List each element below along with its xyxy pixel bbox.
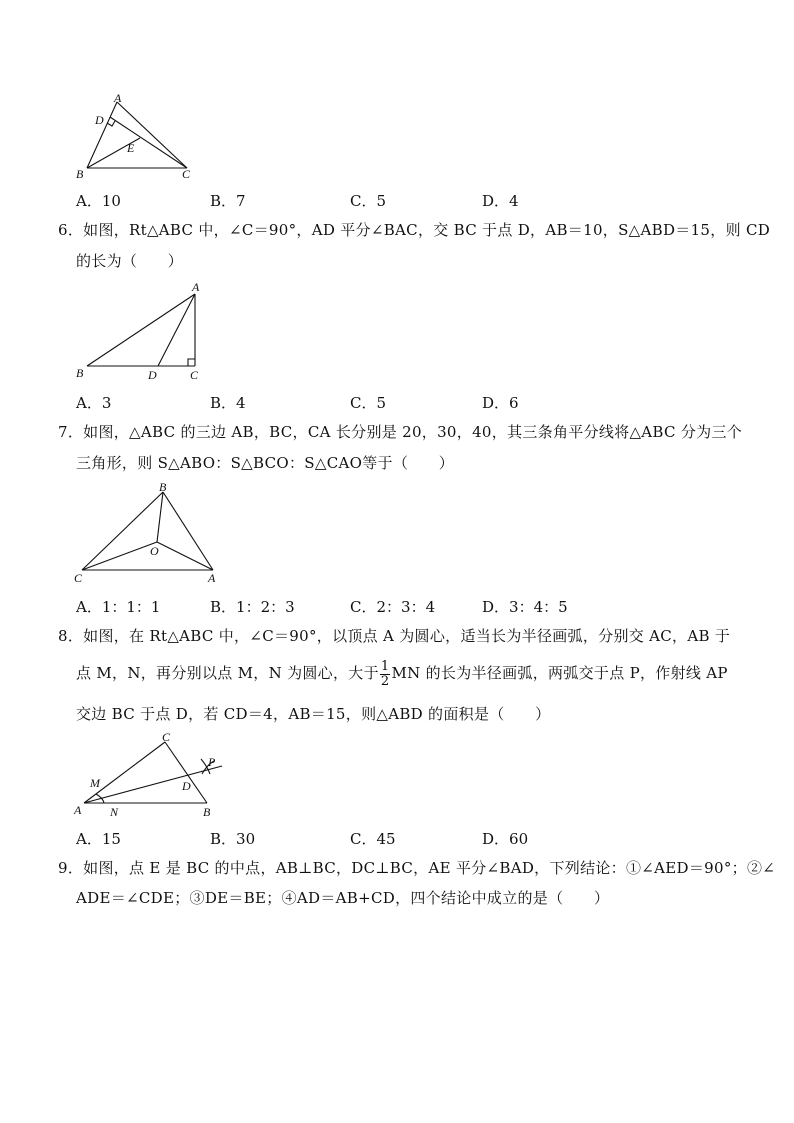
q8-label-B: B [203, 805, 211, 819]
q8-option-c[interactable]: C．45 [350, 830, 396, 848]
q9-stem-line2: ADE＝∠CDE；③DE＝BE；④AD＝AB+CD，四个结论中成立的是（ ） [76, 889, 610, 907]
q8-figure [70, 728, 230, 822]
q6-label-C: C [190, 368, 199, 382]
q8-stem-line2-a: 点 M，N，再分别以点 M，N 为圆心，大于 [76, 664, 379, 682]
q8-option-a[interactable]: A．15 [76, 830, 121, 848]
q8-fraction [380, 660, 391, 689]
q5-label-C: C [182, 167, 191, 181]
q8-label-A: A [74, 803, 82, 817]
q7-option-b[interactable]: B．1：2：3 [210, 598, 295, 616]
q6-stem-line2: 的长为（ ） [76, 252, 184, 270]
q9-stem-line1: 9．如图，点 E 是 BC 的中点，AB⊥BC，DC⊥BC，AE 平分∠BAD，下列结论：①∠AED＝90°；②∠ [58, 859, 776, 877]
q6-label-B: B [76, 366, 84, 380]
q8-label-M: M [90, 776, 100, 790]
q5-option-b[interactable]: B．7 [210, 192, 246, 210]
q5-label-E: E [127, 141, 135, 155]
q6-option-a[interactable]: A．3 [76, 394, 112, 412]
q6-option-d[interactable]: D．6 [482, 394, 519, 412]
q6-figure [70, 280, 210, 386]
q5-option-d[interactable]: D．4 [482, 192, 519, 210]
q7-figure [70, 480, 230, 586]
q7-label-C: C [74, 571, 83, 585]
q6-option-b[interactable]: B．4 [210, 394, 246, 412]
q8-label-N: N [110, 805, 119, 819]
q8-fraction-denominator: 2 [380, 673, 390, 689]
q6-label-A: A [192, 280, 200, 294]
q6-label-D: D [148, 368, 157, 382]
q5-label-A: A [114, 92, 122, 105]
q7-option-a[interactable]: A．1：1：1 [76, 598, 161, 616]
q7-label-O: O [150, 544, 159, 558]
q7-label-B: B [159, 480, 167, 494]
q5-option-a[interactable]: A．10 [76, 192, 121, 210]
q7-label-A: A [208, 571, 216, 585]
q8-label-D: D [182, 779, 191, 793]
q8-stem-line3: 交边 BC 于点 D，若 CD＝4，AB＝15，则△ABD 的面积是（ ） [76, 705, 551, 723]
q8-stem-line2-b: MN 的长为半径画弧，两弧交于点 P，作射线 AP [391, 664, 728, 682]
q8-stem-line2 [76, 654, 728, 692]
q6-stem-line1: 6．如图，Rt△ABC 中，∠C＝90°，AD 平分∠BAC，交 BC 于点 D，AB＝10，S△ABD＝15，则 CD [58, 221, 771, 239]
q7-option-c[interactable]: C．2：3：4 [350, 598, 436, 616]
q7-stem-line1: 7．如图，△ABC 的三边 AB，BC，CA 长分别是 20，30，40，其三条角平分线将△ABC 分为三个 [58, 423, 743, 441]
q5-label-B: B [76, 167, 84, 181]
q8-label-C: C [162, 730, 171, 744]
q5-label-D: D [95, 113, 104, 127]
q8-fraction-numerator: 1 [380, 658, 390, 674]
q8-stem-line1: 8．如图，在 Rt△ABC 中，∠C＝90°，以顶点 A 为圆心，适当长为半径画弧，分别交 AC，AB 于 [58, 627, 731, 645]
q8-label-P: P [208, 755, 216, 769]
q7-option-d[interactable]: D．3：4：5 [482, 598, 568, 616]
q7-stem-line2: 三角形，则 S△ABO：S△BCO：S△CAO等于（ ） [76, 454, 455, 472]
q6-option-c[interactable]: C．5 [350, 394, 387, 412]
q8-option-b[interactable]: B．30 [210, 830, 256, 848]
q5-option-c[interactable]: C．5 [350, 192, 387, 210]
q5-figure [70, 92, 200, 184]
q8-option-d[interactable]: D．60 [482, 830, 529, 848]
